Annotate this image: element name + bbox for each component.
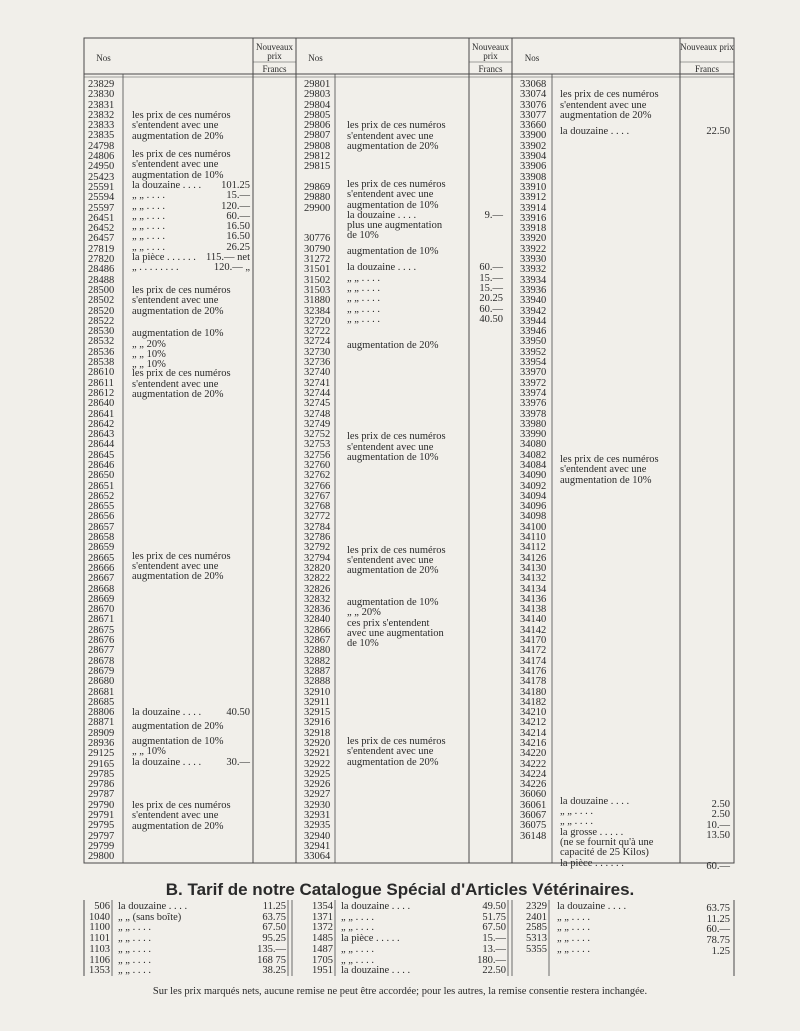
col1-note-line: la pièce . . . . . . [132,252,196,264]
col1-price: 60.— [226,210,250,222]
col3-price: 13.50 [706,829,730,841]
col2-note-line: augmentation de 10% [347,245,439,257]
col2-note-line: augmentation de 20% [347,565,439,577]
col1-note-line: s'entendent avec une [132,159,219,171]
col2-note-line: s'entendent avec une [347,189,434,201]
section-b-col1-descriptions: la douzaine . . . . „ „ (sans boîte) „ „ . . . . „ „ . . . . „ „ . . . . „ „ . . . . „ „ . . . . [118,901,188,977]
col1-price: 26.25 [226,241,250,253]
col1-price: 15.— [226,190,250,202]
col2-price: 60.— [479,303,503,315]
col1-note-line: augmentation de 20% [132,720,224,732]
col1-note-line: „ „ 10% [132,359,166,371]
header-nouveaux-prix-2: Nouveaux prix [472,42,509,61]
col2-note-line: „ „ . . . . [347,303,380,315]
col2-note-line: augmentation de 20% [347,339,439,351]
col1-note-line: les prix de ces numéros [132,550,231,562]
col1-note-line: s'entendent avec une [132,120,219,132]
col2-note-line: les prix de ces numéros [347,736,446,748]
footer-note: Sur les prix marqués nets, aucune remise ne peut être accordée; pour les autres, la remise consentie restera inchangée. [152,986,648,997]
col1-price: 120.— „ [213,262,250,274]
col3-note-line: „ „ . . . . [560,806,593,818]
header-francs-1: Francs [262,64,287,74]
col2-price: 15.— [479,272,503,284]
col2-note-line: „ „ . . . . [347,293,380,305]
col1-note-line: la douzaine . . . . [132,756,202,768]
col1-note-line: les prix de ces numéros [132,109,231,121]
col3-note-line: la douzaine . . . . [560,126,630,138]
col3-price: 2.50 [711,798,730,810]
col1-note-line: „ „ . . . . [132,210,165,222]
col1-note-line: les prix de ces numéros [132,285,231,296]
col3-price: 22.50 [706,126,730,138]
col1-price: 30.— [226,756,250,768]
col1-note-line: augmentation de 20% [132,130,224,142]
section-b-col2-descriptions: la douzaine . . . . „ „ . . . . „ „ . . . . la pièce . . . . . „ „ . . . . „ „ . . . . la douzaine . . . . [341,901,411,977]
header-nouveaux-prix-3: Nouveaux prix [680,42,734,52]
col2-note-line: augmentation de 10% [347,199,439,211]
col2-note-line: „ „ . . . . [347,282,380,294]
col2-note-line: augmentation de 10% [347,597,439,609]
section-b-title: B. Tarif de notre Catalogue Spécial d'Articles Vétérinaires. [165,880,635,899]
col3-note-line: s'entendent avec une [560,464,647,476]
section-b-col3-numbers: 2329 2401 2585 5313 5355 [526,901,547,955]
col2-price: 9.— [484,209,503,221]
col1-note-line: „ „ . . . . [132,221,165,233]
col1-note-line: augmentation de 10% [132,169,224,181]
col2-note-line: les prix de ces numéros [347,544,446,556]
col2-note-line: augmentation de 20% [347,140,439,152]
col3-note-line: capacité de 25 Kilos) [560,847,649,859]
section-b-col2-prices: 49.50 51.75 67.50 15.— 13.— 180.— 22.50 [477,901,506,977]
col2-note-line: s'entendent avec une [347,554,434,566]
col2-note-line: „ „ 20% [347,607,381,619]
col1-note-line: augmentation de 20% [132,571,224,583]
section-b-col1-numbers: 506 1040 1100 1101 1103 1106 1353 [89,901,110,977]
col2-note-line: les prix de ces numéros [347,431,446,443]
header-nouveaux-prix-1: Nouveaux prix [256,42,293,61]
col1-note-line: les prix de ces numéros [132,368,231,380]
col2-note-line: de 10% [347,230,379,242]
col3-note-line: „ „ . . . . [560,816,593,828]
col3-note-line: (ne se fournit qu'à une [560,837,654,849]
col3-note-line: la grosse . . . . . [560,826,624,838]
col3-note-line: augmentation de 20% [560,109,652,121]
col1-note-line: les prix de ces numéros [132,800,231,811]
header-francs-3: Francs [695,64,719,74]
header-francs-2: Francs [478,64,503,74]
col1-note-line: la douzaine . . . . [132,179,202,191]
section-b-col1-prices: 11.25 63.75 67.50 95.25 135.— 168 75 38.25 [257,901,286,977]
col2-note-line: „ „ . . . . [347,272,380,284]
header-nos-1: Nos [96,53,111,63]
col1-item-numbers: 23829 23830 23831 23832 23833 23835 24798 24806 24950 25423 25591 25594 25597 26451 26452 26457 27819 27820 28486 28488 28500 28502 28520 28522 28530 28532 28536 28538 28610 28611 28612 28640 28641 28642 28643 28644 28645 28646 28650 28651 28652 28655 28656 28657 28658 28659 28665 28666 28667 28668 28669 28670 28671 28675 28676 28677 28678 28679 28680 28681 28685 28806 28871 28909 28936 29125 29165 29785 29786 29787 29790 29791 29795 29797 29799 29800 [88,79,115,863]
col3-price: 10.— [706,819,730,831]
col3-price: 60.— [706,860,730,872]
col1-note-line: „ „ 10% [132,348,166,360]
col3-note-line: les prix de ces numéros [560,89,659,101]
col2-note-line: les prix de ces numéros [347,178,446,190]
col3-note-line: augmentation de 10% [560,474,652,486]
col2-note-line: la douzaine . . . . [347,262,417,274]
col2-note-line: „ „ . . . . [347,313,380,325]
col1-note-line: „ „ 20% [132,338,166,350]
col2-note-line: la douzaine . . . . [347,209,417,221]
col1-price: 40.50 [226,707,250,719]
col2-price: 60.— [479,262,503,274]
col1-note-line: la douzaine . . . . [132,707,202,719]
col2-note-line: s'entendent avec une [347,746,434,758]
col2-item-numbers: 29801 29803 29804 29805 29806 29807 29808 29812 29815 29869 29880 29900 30776 30790 31272 31501 31502 31503 31880 32384 32720 32722 32724 32730 32736 32740 32741 32744 32745 32748 32749 32752 32753 32756 32760 32762 32766 32767 32768 32772 32784 32786 32792 32794 32820 32822 32826 32832 32836 32840 32866 32867 32880 32882 32887 32888 32910 32911 32915 32916 32918 32920 32921 32922 32925 32926 32927 32930 32931 32935 32940 32941 33064 [304,79,331,863]
col1-note-line: augmentation de 20% [132,389,224,401]
col1-note-line: „ „ . . . . [132,190,165,202]
header-nos-2: Nos [308,53,323,63]
col2-note-line: augmentation de 10% [347,451,439,463]
col1-note-line: s'entendent avec une [132,561,219,573]
col2-price: 15.— [479,282,503,294]
col2-note-line: ces prix s'entendent [347,617,430,629]
col2-note-line: les prix de ces numéros [347,120,446,132]
col2-note-line: s'entendent avec une [347,441,434,453]
col3-note-line: la pièce . . . . . . [560,857,624,869]
col1-price: 115.— net [206,252,250,264]
col3-note-line: s'entendent avec une [560,99,647,111]
col1-note-line: „ . . . . . . . . [132,262,179,274]
col1-price: 101.25 [221,179,250,191]
col2-note-line: plus une augmentation [347,220,443,232]
col1-price: 16.50 [226,231,250,243]
col3-item-numbers: 33068 33074 33076 33077 33660 33900 33902 33904 33906 33908 33910 33912 33914 33916 33918 33920 33922 33930 33932 33934 33936 33940 33942 33944 33946 33950 33952 33954 33970 33972 33974 33976 33978 33980 33990 34080 34082 34084 34090 34092 34094 34096 34098 34100 34110 34112 34126 34130 34132 34134 34136 34138 34140 34142 34170 34172 34174 34176 34178 34180 34182 34210 34212 34214 34216 34220 34222 34224 34226 36060 36061 36067 36075 36148 [520,79,547,842]
col1-note-line: augmentation de 20% [132,305,224,317]
section-b-col2-numbers: 1354 1371 1372 1485 1487 1705 1951 [312,901,333,977]
col1-note-line: augmentation de 20% [132,820,224,832]
col3-note-line: les prix de ces numéros [560,453,659,465]
col2-note-line: de 10% [347,638,379,650]
col1-note-line: s'entendent avec une [132,295,219,307]
col2-note-line: s'entendent avec une [347,130,434,142]
col1-note-line: „ „ . . . . [132,200,165,212]
col1-note-line: „ „ . . . . [132,231,165,243]
header-nos-3: Nos [524,53,540,63]
col1-note-line: augmentation de 10% [132,736,224,748]
col2-price: 40.50 [479,313,503,325]
col2-price: 20.25 [479,293,503,305]
col1-note-line: „ „ . . . . [132,241,165,253]
section-b-col3-descriptions: la douzaine . . . . „ „ . . . . „ „ . . . . „ „ . . . . „ „ . . . . [557,901,627,955]
col3-note-line: la douzaine . . . . [560,795,630,807]
col1-note-line: les prix de ces numéros [132,149,231,161]
col1-price: 16.50 [226,221,250,233]
col3-price: 2.50 [711,809,730,821]
section-b-col3-prices: 63.75 11.25 60.— 78.75 1.25 [706,903,730,957]
col1-note-line: s'entendent avec une [132,810,219,822]
col1-note-line: „ „ 10% [132,746,166,758]
col1-note-line: augmentation de 10% [132,328,224,340]
col2-note-line: augmentation de 20% [347,756,439,768]
col2-note-line: avec une augmentation [347,627,444,639]
col1-note-line: s'entendent avec une [132,378,219,390]
col1-price: 120.— [221,200,250,212]
